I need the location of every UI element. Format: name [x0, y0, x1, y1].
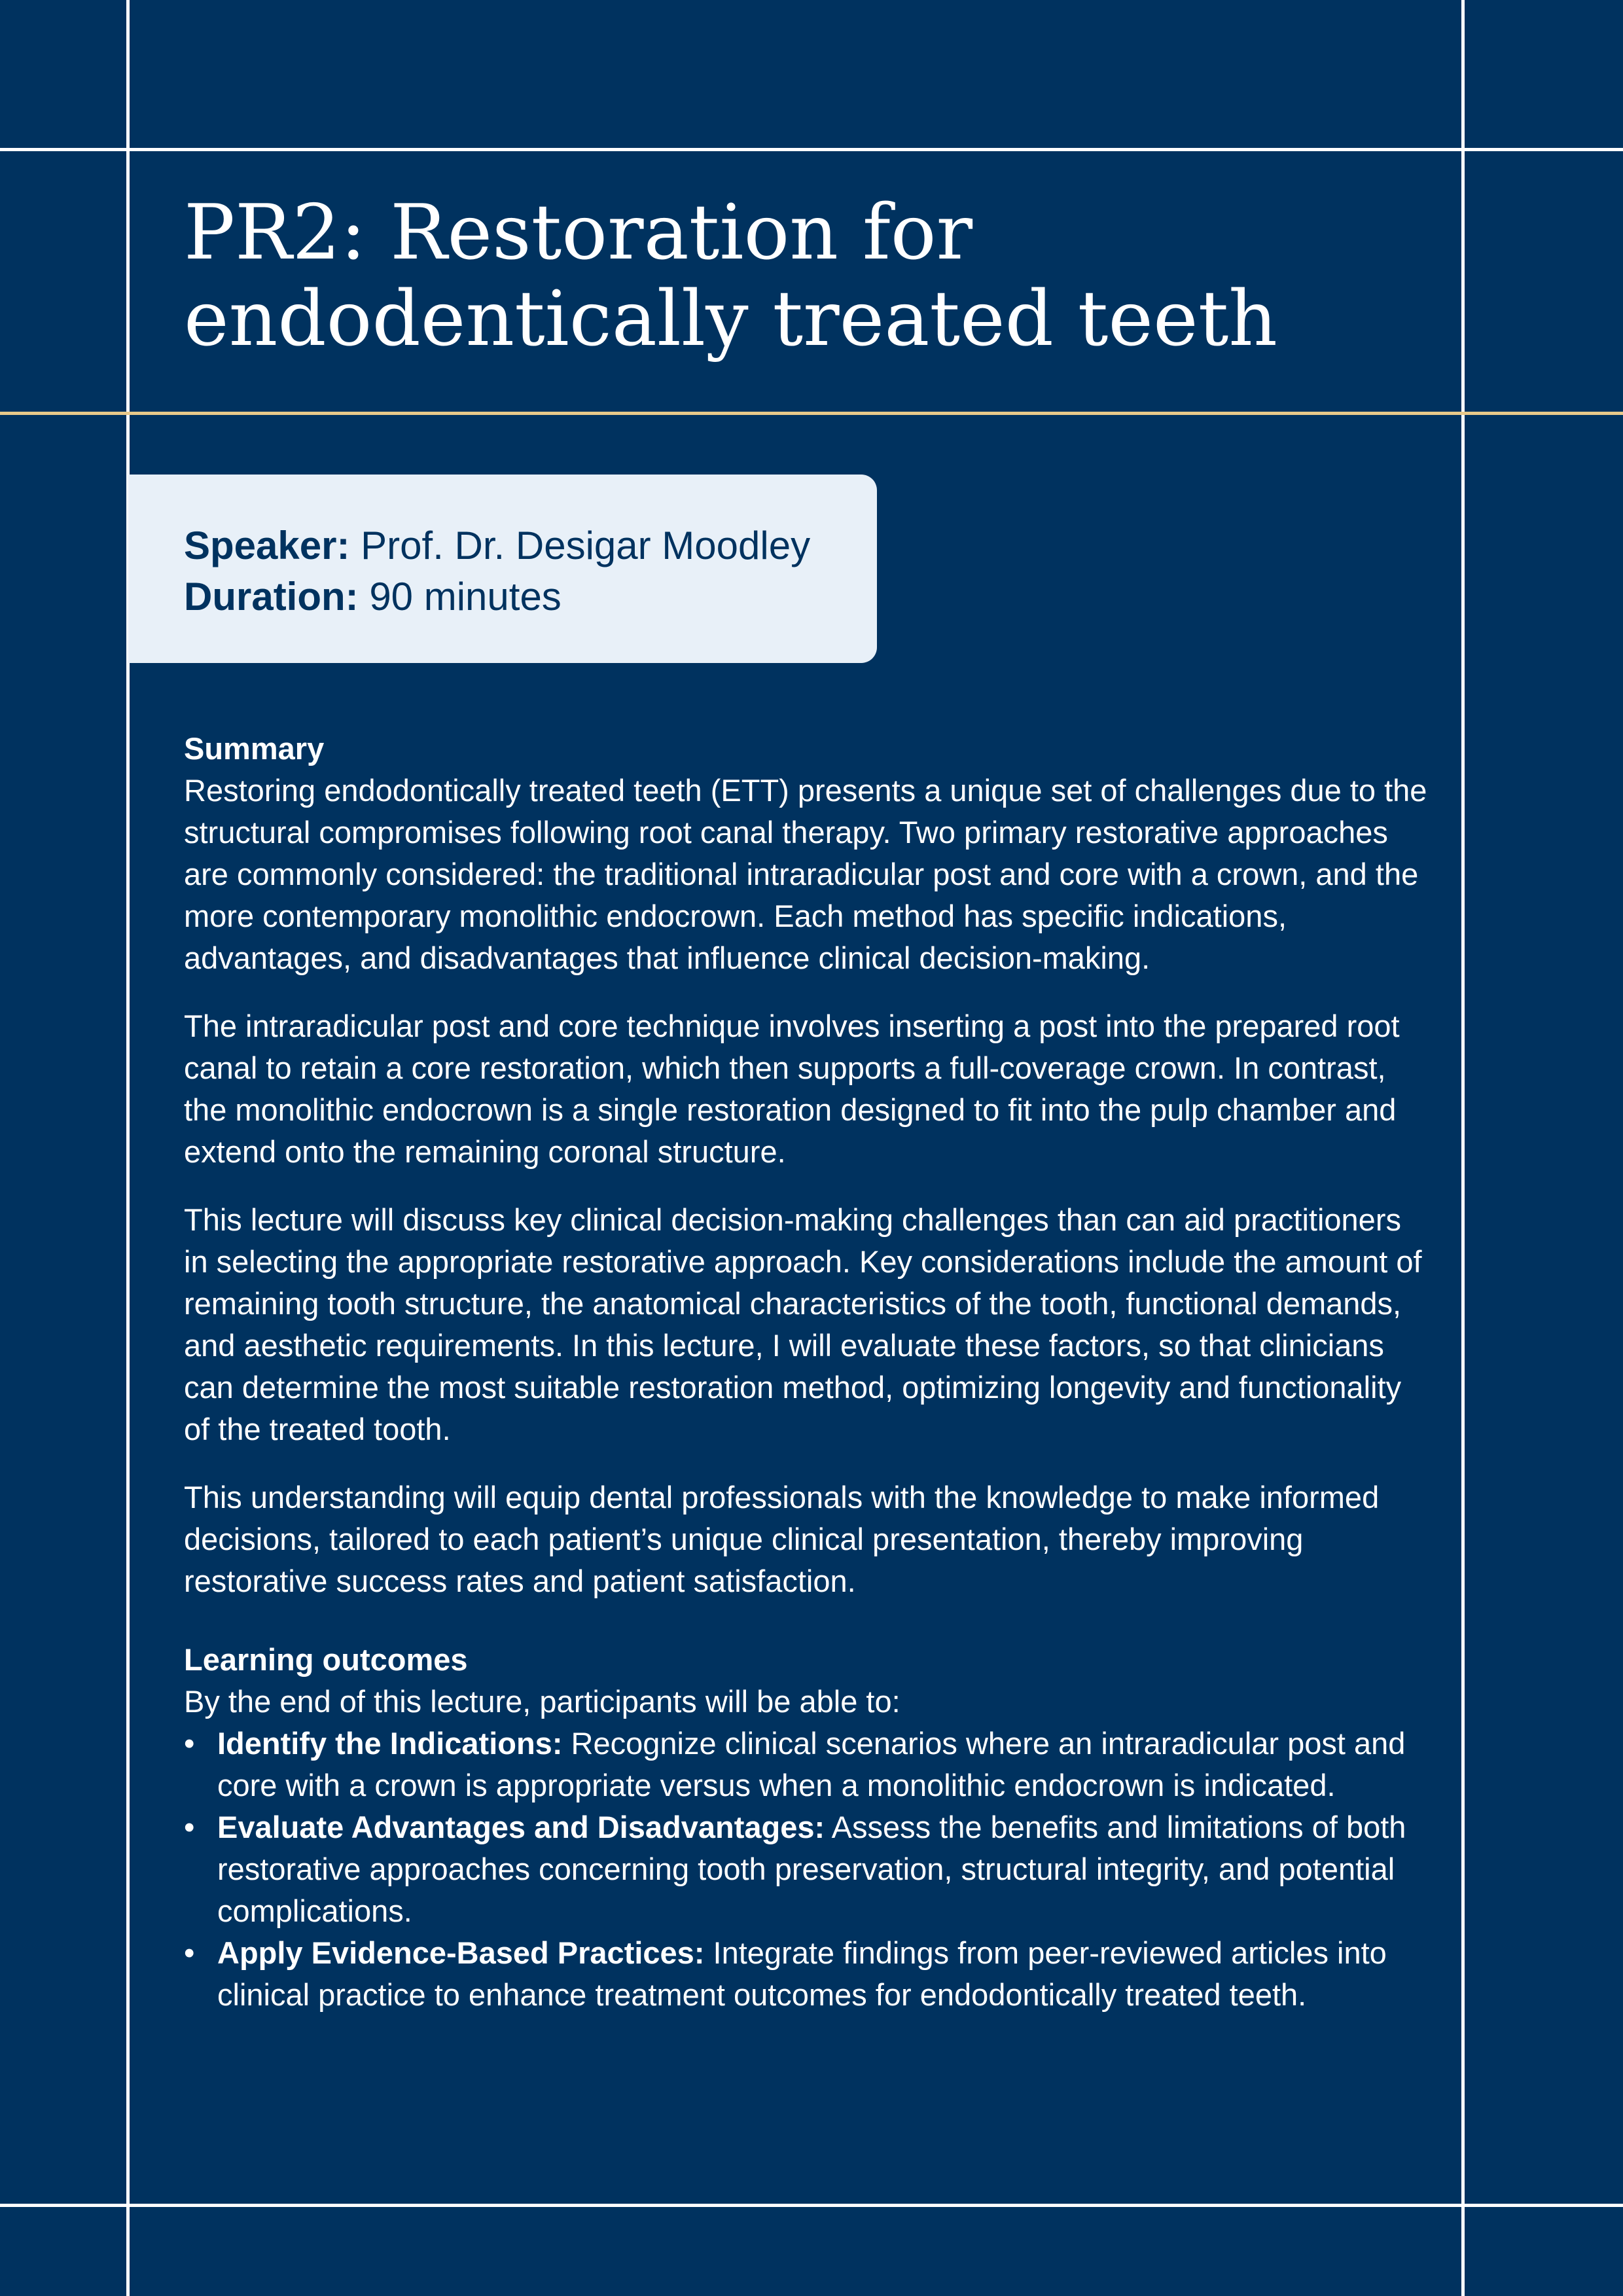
outcome-text: Assess the benefits and limitations of both restorative approaches concerning tooth preservation, structural integrity, and potential complications.	[217, 1810, 1406, 1928]
outcome-lead: Identify the Indications:	[217, 1726, 563, 1761]
outcome-lead: Evaluate Advantages and Disadvantages:	[217, 1810, 825, 1844]
summary-heading: Summary	[184, 731, 325, 766]
summary-paragraph: This understanding will equip dental professionals with the knowledge to make informed decisions, tailored to each patient’s unique clinical presentation, thereby improving restorative success rates and patient satisfaction.	[184, 1480, 1380, 1598]
learning-outcomes-intro: By the end of this lecture, participants will be able to:	[184, 1684, 901, 1719]
duration-line	[184, 571, 810, 622]
frame-line-bottom	[0, 2204, 1623, 2207]
list-item	[184, 1723, 1427, 1806]
duration-value: 90 minutes	[369, 575, 562, 619]
outcome-text: Integrate findings from peer-reviewed articles into clinical practice to enhance treatment outcomes for endodontically treated teeth.	[217, 1935, 1387, 2012]
page-title: PR2: Restoration for endodentically treated teeth	[184, 188, 1278, 363]
list-item	[184, 1932, 1427, 2016]
title-divider-line	[0, 412, 1623, 415]
list-item	[184, 1806, 1427, 1932]
frame-line-top	[0, 148, 1623, 151]
speaker-name: Prof. Dr. Desigar Moodley	[361, 524, 811, 567]
speaker-label: Speaker:	[184, 524, 350, 567]
bullet-icon: •	[184, 1726, 195, 1761]
bullet-icon: •	[184, 1810, 195, 1844]
duration-label: Duration:	[184, 575, 359, 619]
outcome-text: Recognize clinical scenarios where an intraradicular post and core with a crown is appropriate versus when a monolithic endocrown is indicated.	[217, 1726, 1406, 1803]
speaker-line	[184, 520, 810, 571]
learning-outcomes-heading: Learning outcomes	[184, 1642, 468, 1677]
lecture-content	[184, 728, 1427, 2016]
outcome-lead: Apply Evidence-Based Practices:	[217, 1935, 705, 1970]
learning-outcomes-list	[184, 1723, 1427, 2016]
bullet-icon: •	[184, 1935, 195, 1970]
speaker-info-box	[128, 475, 877, 663]
summary-paragraph: This lecture will discuss key clinical decision-making challenges than can aid practitioners in selecting the appropriate restorative approach. Key considerations include the amount of remaining tooth structure, the anatomical characteristics of the tooth, functional demands, and aesthetic requirements. In this lecture, I will evaluate these factors, so that clinicians can determine the most suitable restoration method, optimizing longevity and functionality of the treated tooth.	[184, 1202, 1422, 1446]
summary-paragraph: The intraradicular post and core technique involves inserting a post into the prepared root canal to retain a core restoration, which then supports a full-coverage crown. In contrast, the monolithic endocrown is a single restoration designed to fit into the pulp chamber and extend onto the remaining coronal structure.	[184, 1009, 1400, 1169]
frame-line-left	[126, 0, 130, 2296]
summary-paragraph: Restoring endodontically treated teeth (ETT) presents a unique set of challenges due to the structural compromises following root canal therapy. Two primary restorative approaches are commonly considered: the traditional intraradicular post and core with a crown, and the more contemporary monolithic endocrown. Each method has specific indications, advantages, and disadvantages that influence clinical decision-making.	[184, 773, 1427, 975]
